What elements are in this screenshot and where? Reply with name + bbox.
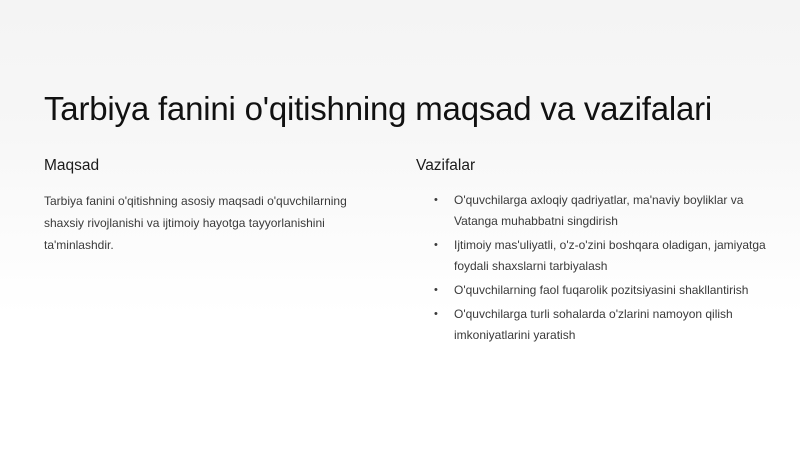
bullet-icon: • [434, 239, 438, 251]
goal-heading: Maqsad [44, 157, 100, 174]
task-item-text: O'quvchilarga axloqiy qadriyatlar, ma'naviy boyliklar va Vatanga muhabbatni singdirish [454, 193, 744, 228]
tasks-list [416, 190, 766, 346]
bullet-icon: • [434, 284, 438, 296]
tasks-heading: Vazifalar [416, 157, 476, 174]
task-item-text: O'quvchilarga turli sohalarda o'zlarini namoyon qilish imkoniyatlarini yaratish [454, 307, 733, 342]
task-item [416, 304, 766, 346]
slide-title: Tarbiya fanini o'qitishning maqsad va vazifalari [44, 90, 713, 127]
goal-text: Tarbiya fanini o'qitishning asosiy maqsadi o'quvchilarning shaxsiy rivojlanishi va ijtimoiy hayotga tayyorlanishini ta'minlashdir. [44, 194, 347, 252]
task-item-text: Ijtimoiy mas'uliyatli, o'z-o'zini boshqara oladigan, jamiyatga foydali shaxslarni tarbiyalash [454, 238, 766, 273]
task-item [416, 280, 766, 301]
task-item [416, 235, 766, 277]
task-item-text: O'quvchilarning faol fuqarolik pozitsiyasini shakllantirish [454, 283, 749, 297]
goal-section [44, 156, 384, 256]
task-item [416, 190, 766, 232]
bullet-icon: • [434, 194, 438, 206]
bullet-icon: • [434, 308, 438, 320]
tasks-section [416, 156, 766, 349]
